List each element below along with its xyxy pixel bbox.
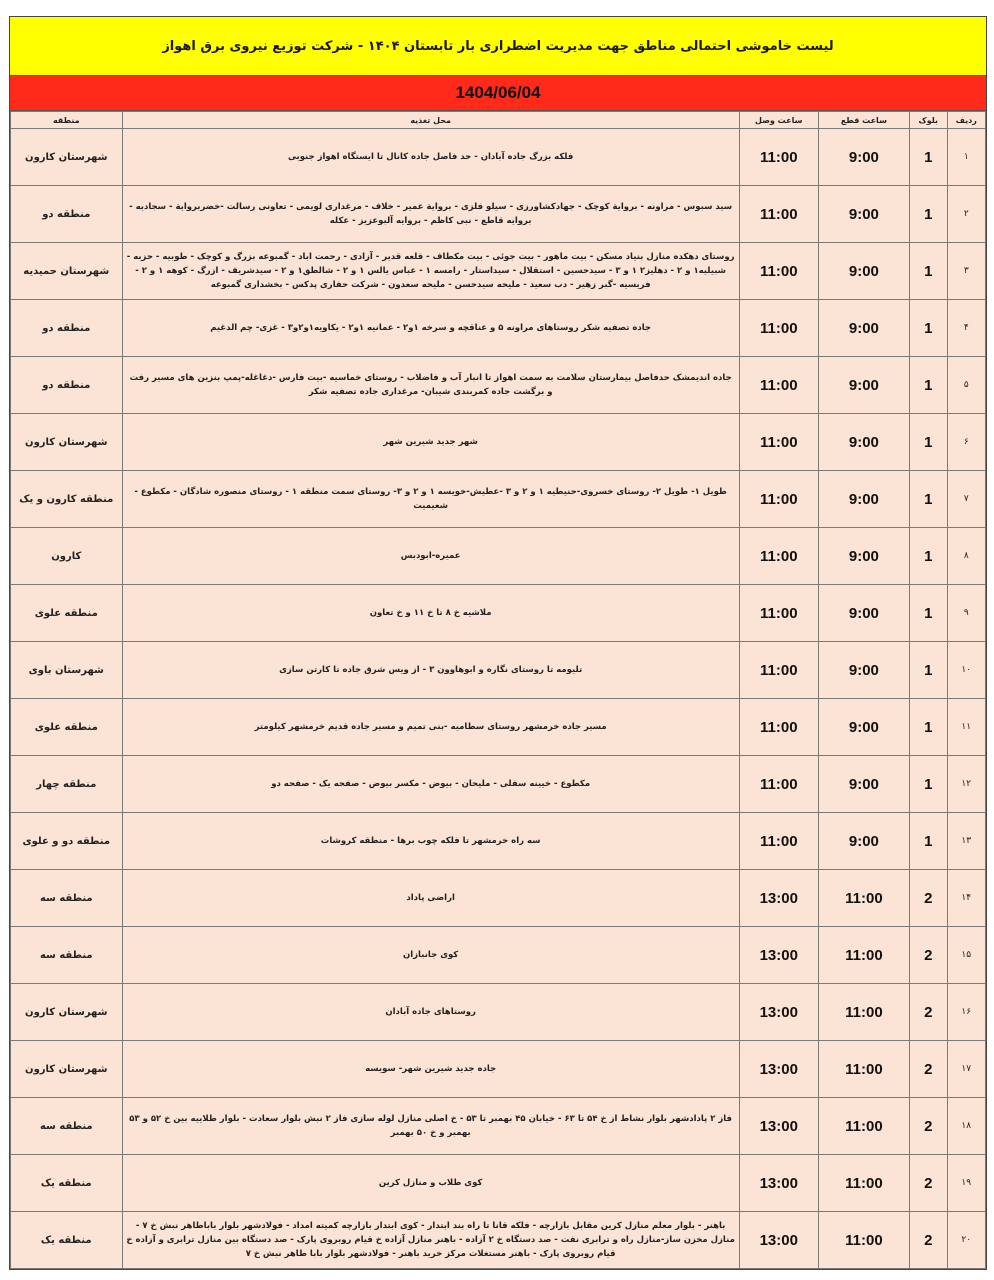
row-location: ملاشیه خ ۸ تا خ ۱۱ و خ تعاون	[122, 585, 739, 642]
table-row	[11, 1098, 986, 1155]
row-index: ۱۳	[947, 813, 986, 870]
row-location: سید سبوس - مراونه - برواية کوچک - جهادکشاورزی - سیلو فلزی - برواية عمیر - خلاف - مرغداری لویمی - تعاونی رسالت -خضربرواية - سجادیه - بروایه قاطع - نبی کاظم - بروایه آلبوعزیز - عکله	[122, 186, 739, 243]
table-row	[11, 471, 986, 528]
row-location: روستاهای جاده آبادان	[122, 984, 739, 1041]
row-cut-time: 9:00	[818, 756, 909, 813]
row-connect-time: 11:00	[739, 414, 818, 471]
row-area: منطقه سه	[11, 927, 123, 984]
table-row	[11, 984, 986, 1041]
row-area: منطقه دو و علوی	[11, 813, 123, 870]
row-area: منطقه سه	[11, 1098, 123, 1155]
row-index: ۵	[947, 357, 986, 414]
row-index: ۱۰	[947, 642, 986, 699]
row-area: شهرستان کارون	[11, 1041, 123, 1098]
table-row	[11, 813, 986, 870]
col-header-location: محل تغذیه	[122, 112, 739, 129]
row-block: 1	[910, 357, 948, 414]
row-area: منطقه دو	[11, 186, 123, 243]
row-connect-time: 11:00	[739, 129, 818, 186]
row-cut-time: 11:00	[818, 1041, 909, 1098]
schedule-sheet	[9, 16, 987, 1270]
row-area: کارون	[11, 528, 123, 585]
row-area: منطقه علوی	[11, 585, 123, 642]
date-banner	[10, 76, 986, 111]
row-block: 1	[910, 414, 948, 471]
row-block: 1	[910, 243, 948, 300]
row-block: 1	[910, 642, 948, 699]
row-block: 2	[910, 870, 948, 927]
row-cut-time: 9:00	[818, 813, 909, 870]
row-index: ۱۱	[947, 699, 986, 756]
col-header-block: بلوک	[910, 112, 948, 129]
row-block: 1	[910, 471, 948, 528]
row-index: ۹	[947, 585, 986, 642]
row-index: ۶	[947, 414, 986, 471]
row-location: مسیر جاده خرمشهر روستای سطامیه -بنی تمیم و مسیر جاده قدیم خرمشهر کیلومتر	[122, 699, 739, 756]
row-cut-time: 11:00	[818, 870, 909, 927]
row-connect-time: 11:00	[739, 471, 818, 528]
row-cut-time: 11:00	[818, 1155, 909, 1212]
row-connect-time: 13:00	[739, 1212, 818, 1269]
row-area: شهرستان کارون	[11, 129, 123, 186]
col-header-area: منطقه	[11, 112, 123, 129]
row-location: فاز ۲ پادادشهر بلوار نشاط از خ ۵۴ تا ۶۳ - خیابان ۴۵ بهمبر تا ۵۳ - خ اصلی منازل لوله سازی فاز ۲ نبش بلوار سعادت - بلوار طلاییه بین خ ۵۲ و ۵۳ بهمبر و خ ۵۰ بهمبر	[122, 1098, 739, 1155]
row-block: 1	[910, 186, 948, 243]
row-index: ۱۹	[947, 1155, 986, 1212]
row-area: منطقه دو	[11, 300, 123, 357]
row-index: ۱۷	[947, 1041, 986, 1098]
row-connect-time: 13:00	[739, 1155, 818, 1212]
col-header-index: ردیف	[947, 112, 986, 129]
row-area: شهرستان باوی	[11, 642, 123, 699]
row-cut-time: 9:00	[818, 642, 909, 699]
row-connect-time: 11:00	[739, 642, 818, 699]
row-area: شهرستان حمیدیه	[11, 243, 123, 300]
row-location: شهر جدید شیرین شهر	[122, 414, 739, 471]
row-location: اراضی پاداد	[122, 870, 739, 927]
row-location: باهنر - بلوار معلم منازل کرین مقابل بازارچه - فلکه قانا تا راه بند ابتدار - کوی ابتدار بازارچه کمیته امداد - فولادشهر بلوار باباطاهر نبش خ ۷ - منازل مخزن ساز-منازل راه و ترابری نفت - صد دستگاه خ ۲ آزاده - باهنر منازل آزاده خ قیام روبروی پارک - صد دستگاه بین منازل ترابری و آزاده خ قیام روبروی پارک - باهنر مستغلات مرکز خرید باهنر - فولادشهر بلوار بابا طاهر نبش خ ۷	[122, 1212, 739, 1269]
page-title: لیست خاموشی احتمالی مناطق جهت مدیریت اضطراری بار تابستان ۱۴۰۴ - شرکت توزیع نیروی برق اهواز	[162, 38, 834, 54]
outage-table	[10, 111, 986, 1269]
table-row	[11, 243, 986, 300]
row-connect-time: 11:00	[739, 357, 818, 414]
table-row	[11, 585, 986, 642]
row-area: منطقه چهار	[11, 756, 123, 813]
table-row	[11, 357, 986, 414]
row-block: 2	[910, 1155, 948, 1212]
row-block: 1	[910, 300, 948, 357]
table-row	[11, 1155, 986, 1212]
row-connect-time: 13:00	[739, 927, 818, 984]
row-cut-time: 9:00	[818, 471, 909, 528]
table-body	[11, 129, 986, 1269]
row-connect-time: 13:00	[739, 984, 818, 1041]
row-location: مکطوع - خیینه سفلی - ملیحان - بیوض - مکسر بیوض - صفحه یک - صفحه دو	[122, 756, 739, 813]
row-location: سه راه خرمشهر تا فلکه چوب برها - منطقه کروشات	[122, 813, 739, 870]
row-index: ۷	[947, 471, 986, 528]
table-row	[11, 186, 986, 243]
row-location: جاده تصفیه شکر روستاهای مراونه ۵ و عناقچه و سرخه ۱و۲ - عمانیه ۱و۲ - یکاویه۱و۲و۳ - غزی- چم الدغیم	[122, 300, 739, 357]
row-location: عمیره-ابودبس	[122, 528, 739, 585]
row-area: شهرستان کارون	[11, 984, 123, 1041]
table-row	[11, 300, 986, 357]
row-location: طویل ۱- طویل ۲- روستای خسروی-حنیطیه ۱ و ۲ و ۳ -عطیش-خویسه ۱ و ۲ و ۳- روستای سمت منطقه ۱ - روستای منصوره شادگان - مکطوع - شعیمیت	[122, 471, 739, 528]
row-cut-time: 9:00	[818, 528, 909, 585]
row-index: ۱۲	[947, 756, 986, 813]
row-location: جاده جدید شیرین شهر- سویسه	[122, 1041, 739, 1098]
row-cut-time: 9:00	[818, 357, 909, 414]
row-connect-time: 13:00	[739, 870, 818, 927]
row-area: منطقه علوی	[11, 699, 123, 756]
table-row	[11, 756, 986, 813]
row-connect-time: 11:00	[739, 243, 818, 300]
table-row	[11, 642, 986, 699]
row-cut-time: 11:00	[818, 927, 909, 984]
row-block: 2	[910, 1212, 948, 1269]
row-block: 1	[910, 585, 948, 642]
row-connect-time: 13:00	[739, 1098, 818, 1155]
table-row	[11, 927, 986, 984]
row-index: ۱۴	[947, 870, 986, 927]
row-block: 1	[910, 528, 948, 585]
row-index: ۱۸	[947, 1098, 986, 1155]
col-header-connect-time: ساعت وصل	[739, 112, 818, 129]
row-index: ۸	[947, 528, 986, 585]
schedule-date: 1404/06/04	[455, 83, 541, 102]
row-connect-time: 11:00	[739, 756, 818, 813]
row-connect-time: 11:00	[739, 186, 818, 243]
row-block: 1	[910, 699, 948, 756]
row-location: جاده اندیمشک حدفاصل بیمارستان سلامت به سمت اهواز تا انبار آب و فاضلاب - روستای خماسیه -بیت فارس -دغاغله-پمپ بنزین های مسیر رفت و برگشت جاده کمربندی شیبان- مرغداری جاده تصفیه شکر	[122, 357, 739, 414]
row-cut-time: 9:00	[818, 585, 909, 642]
row-index: ۲۰	[947, 1212, 986, 1269]
row-location: روستای دهکده منازل بنیاد مسکن - بیت ماهور - بیت جوئی - بیت مکطاف - قلعه قدیر - آزادی - رحمت اباد - گمبوعه بزرگ و کوچک - طوبیه - حزبه - شبیلیه۱ و ۲ - دهلیز۲ ۱ و ۳ - سیدحسین - استقلال - سیداستار - رامسه ۱ - عباس یالس ۱ و ۲ - شالطق۱ و ۲ - سیدشریف - ازرگ - کوهه ۱ و ۲ - فریسیه -گبر زهیر - دب سعید - ملیحه سیدحسن - ملیحه سعدون - شرکت حفاری پدکس - بخشداری گمبوعه	[122, 243, 739, 300]
row-block: 1	[910, 813, 948, 870]
col-header-cut-time: ساعت قطع	[818, 112, 909, 129]
row-area: منطقه کارون و یک	[11, 471, 123, 528]
row-cut-time: 9:00	[818, 300, 909, 357]
row-index: ۲	[947, 186, 986, 243]
row-connect-time: 11:00	[739, 300, 818, 357]
row-area: منطقه یک	[11, 1212, 123, 1269]
title-banner	[10, 17, 986, 76]
row-cut-time: 11:00	[818, 984, 909, 1041]
table-header-row	[11, 112, 986, 129]
row-cut-time: 9:00	[818, 414, 909, 471]
table-row	[11, 1041, 986, 1098]
row-connect-time: 11:00	[739, 528, 818, 585]
table-row	[11, 414, 986, 471]
row-index: ۴	[947, 300, 986, 357]
row-connect-time: 11:00	[739, 813, 818, 870]
row-cut-time: 9:00	[818, 129, 909, 186]
row-index: ۱۵	[947, 927, 986, 984]
row-block: 1	[910, 129, 948, 186]
row-area: منطقه سه	[11, 870, 123, 927]
row-block: 2	[910, 927, 948, 984]
table-row	[11, 699, 986, 756]
row-index: ۳	[947, 243, 986, 300]
table-row	[11, 1212, 986, 1269]
row-block: 1	[910, 756, 948, 813]
row-location: کوی طلاب و منازل کرین	[122, 1155, 739, 1212]
row-cut-time: 11:00	[818, 1212, 909, 1269]
row-area: منطقه یک	[11, 1155, 123, 1212]
table-row	[11, 870, 986, 927]
row-cut-time: 11:00	[818, 1098, 909, 1155]
row-cut-time: 9:00	[818, 186, 909, 243]
row-block: 2	[910, 1098, 948, 1155]
row-connect-time: 11:00	[739, 699, 818, 756]
row-cut-time: 9:00	[818, 699, 909, 756]
row-area: منطقه دو	[11, 357, 123, 414]
row-index: ۱۶	[947, 984, 986, 1041]
row-block: 2	[910, 1041, 948, 1098]
row-location: کوی جانبازان	[122, 927, 739, 984]
row-connect-time: 11:00	[739, 585, 818, 642]
row-cut-time: 9:00	[818, 243, 909, 300]
row-block: 2	[910, 984, 948, 1041]
row-index: ۱	[947, 129, 986, 186]
table-row	[11, 129, 986, 186]
row-area: شهرستان کارون	[11, 414, 123, 471]
table-row	[11, 528, 986, 585]
row-location: تلیومه تا روستای نگاره و ابوهاوون ۳ - از ویس شرق جاده تا کارتن سازی	[122, 642, 739, 699]
row-connect-time: 13:00	[739, 1041, 818, 1098]
row-location: فلکه بزرگ جاده آبادان - حد فاصل جاده کانال تا ایستگاه اهواز جنوبی	[122, 129, 739, 186]
